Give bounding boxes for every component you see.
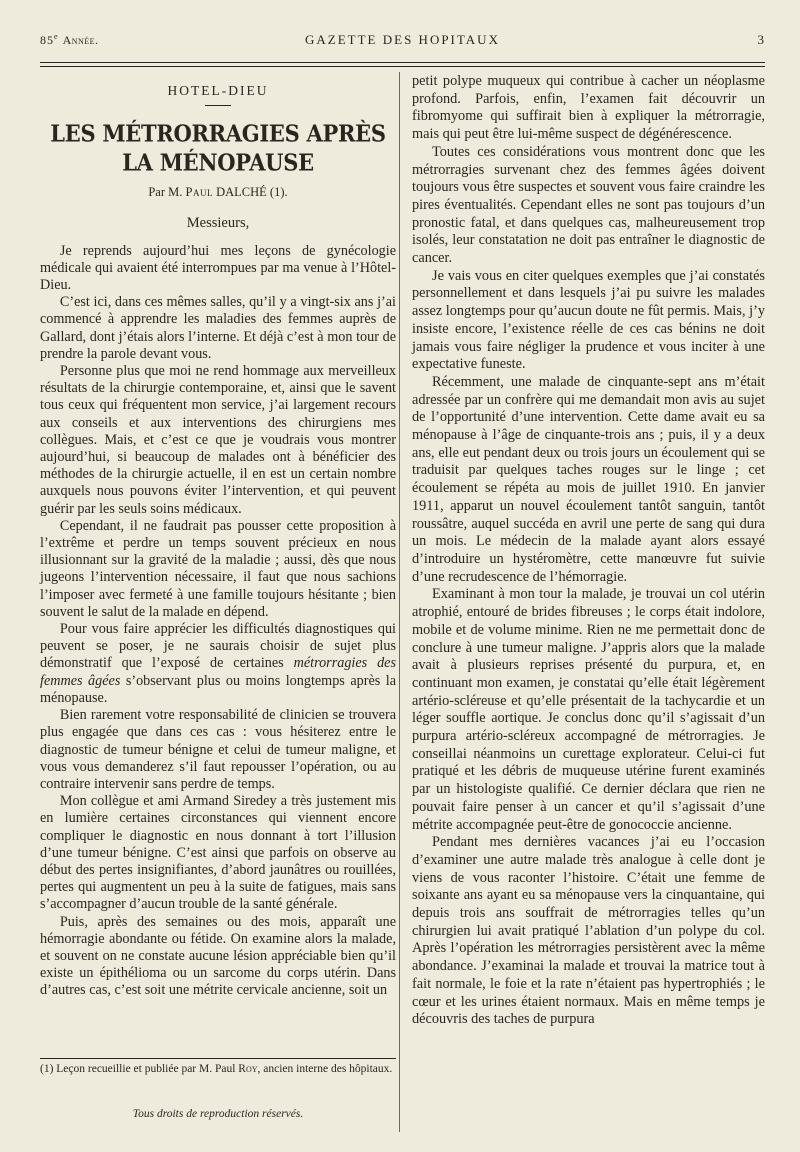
salutation: Messieurs, bbox=[186, 215, 250, 232]
journal-title: GAZETTE DES HOPITAUX bbox=[305, 32, 500, 47]
paragraph: Toutes ces considérations vous montrent donc que les métrorragies survenant chez des femmes âgées doivent toujours vous être suspectes et souvent vous faire craindre les pires éventualités. Cependant elles ne sont pas toujours d’un pronostic fatal, et dans quelques cas, malheureusement trop isolés, leur constatation ne doit pas entraîner le diagnostic de cancer. bbox=[412, 143, 765, 267]
footnote-rule bbox=[40, 1058, 396, 1059]
byline: Par M. Paul DALCHÉ (1). bbox=[148, 185, 288, 200]
paragraph: Mon collègue et ami Armand Siredey a très justement mis en lumière certaines circonstances qui viennent encore compliquer le diagnostic en nous donnant à tort l’illusion d’une tumeur bénigne. C’est ainsi que parfois on observe au début des pertes insignifiantes, d’abord jaunâtres ou rouillées, pertes qui augmentent un peu à la suite de fatigues, mais sans s’accompagner d’aucun trouble de la santé générale. bbox=[40, 793, 396, 913]
header-rule bbox=[40, 62, 765, 63]
paragraph: C’est ici, dans ces mêmes salles, qu’il y a vingt-six ans j’ai commencé à apprendre les maladies des femmes auprès de Gallard, dont j’étais alors l’interne. Et déjà c’est à mon tour de prendre la parole devant vous. bbox=[40, 294, 396, 362]
paragraph: Cependant, il ne faudrait pas pousser cette proposition à l’extrême et perdre un temps souvent précieux en nous illusionnant sur la gravité de la maladie ; aussi, dès que nous jugeons l’intervention nécessaire, il faut que nous sachions l’imposer avec fermeté à une famille toujours hésitante ; bien souvent le salut de la malade en dépend. bbox=[40, 517, 396, 620]
paragraph: Je reprends aujourd’hui mes leçons de gynécologie médicale qui avaient été interrompues par ma venue à l’Hôtel-Dieu. bbox=[40, 242, 396, 294]
paragraph: Personne plus que moi ne rend hommage aux merveilleux résultats de la chirurgie contemporaine, et, ainsi que le savent tous ceux qui fréquentent mon service, j’ai largement recours aux conseils et aux interventions des chirurgiens mes collègues. Mais, et c’est ce que je voudrais vous montrer aujourd’hui, si beaucoup de malades ont à bénéficier des méthodes de la chirurgie actuelle, il en est un certain nombre auxquels nous pouvons éviter l’intervention, et qui peuvent guérir par les seuls soins médicaux. bbox=[40, 363, 396, 517]
paragraph: Pour vous faire apprécier les difficultés diagnostiques qui peuvent se poser, je ne saurais choisir de sujet plus démonstratif que l’exposé de certaines métrorragies des femmes âgées s’observant plus ou moins longtemps après la ménopause. bbox=[40, 621, 396, 706]
paragraph: Bien rarement votre responsabilité de clinicien se trouvera plus engagée que dans ces cas : vous hésiterez entre le diagnostic de tumeur bénigne et celui de tumeur maligne, et vous vous demanderez s’il faut repousser l’opération, ou au contraire intervenir sans perdre de temps. bbox=[40, 707, 396, 792]
footnote: (1) Leçon recueillie et publiée par M. Paul Roy, ancien interne des hôpitaux. bbox=[40, 1063, 393, 1075]
section-rule bbox=[205, 105, 231, 106]
paragraph: Examinant à mon tour la malade, je trouvai un col utérin atrophié, entouré de brides fibreuses ; le corps était indolore, mobile et de volume minime. Rien ne me permettait donc de conclure à une tumeur maligne. J’appris alors que la malade avait à plusieurs reprises présenté du purpura, et, en continuant mon examen, je constatai qu’elle était légèrement artério-scléreuse et qu’elle présentait de la tachycardie et un léger souffle aortique. Je conclus donc qu’il s’agissait d’un purpura artério-scléreux accompagné de métrorragies. Je conseillai néanmoins un curettage explorateur. Celui-ci fut pratiqué et les débris de muqueuse utérine furent examinés par un histologiste qualifié. Ce dernier déclara que rien ne pouvait faire penser à un cancer et qu’il s’agissait d’une métrite accompagnée peut-être de gonococcie ancienne. bbox=[412, 586, 765, 833]
paragraph: Pendant mes dernières vacances j’ai eu l’occasion d’examiner une autre malade très analogue à celle dont je viens de vous raconter l’histoire. C’était une femme de soixante ans ayant eu sa ménopause vers la cinquantaine, qui depuis trois ans souffrait de métrorragies telles qu’un chirurgien lui avait pratiqué l’ablation d’un polype du col. Après l’opération les métrorragies persistèrent avec la même abondance. J’examinai la malade et trouvai la matrice tout à fait normale, le foie et la rate n’étaient pas hypertrophiés ; le cœur et les urines étaient normaux. Mais en même temps je découvris des taches de purpura bbox=[412, 834, 765, 1028]
page-number: 3 bbox=[757, 32, 765, 47]
article-title: LES MÉTRORRAGIES APRÈS LA MÉNOPAUSE bbox=[50, 119, 386, 177]
left-column bbox=[40, 74, 396, 1000]
left-body bbox=[40, 243, 396, 1000]
rights-notice: Tous droits de reproduction réservés. bbox=[132, 1108, 304, 1120]
paragraph: Puis, après des semaines ou des mois, apparaît une hémorragie abondante ou fétide. On examine alors la malade, et souvent on ne constate aucune lésion appréciable bien qu’il existe un épithélioma ou un sarcome du corps utérin. Dans d’autres cas, c’est soit une métrite cervicale ancienne, soit un bbox=[40, 913, 396, 999]
running-head bbox=[40, 32, 765, 52]
column-divider bbox=[399, 72, 400, 1132]
italic-phrase: métrorragies des femmes âgées bbox=[40, 655, 396, 689]
section-label: HOTEL-DIEU bbox=[167, 83, 269, 98]
paragraph: petit polype muqueux qui contribue à cacher un néoplasme profond. Parfois, enfin, l’examen fait découvrir un fibromyome qui suffirait bien à expliquer la métrorragie, mais qui peut être lui-même suspect de dégénérescence. bbox=[412, 73, 765, 143]
paragraph: Récemment, une malade de cinquante-sept ans m’était adressée par un confrère qui me demandait mon avis au sujet de l’opportunité d’une intervention. Cette dame avait eu sa ménopause à l’âge de cinquante-trois ans ; puis, il y a deux ans, elle eut pendant deux ou trois jours un écoulement qui se traduisit par quelques taches rouges sur le linge ; cet écoulement se répéta au mois de juillet 1910. En janvier 1911, apparut un nouvel écoulement tantôt sanguin, tantôt roussâtre, auquel succéda en avril une perte de sang qui dura un mois. Le médecin de la malade ayant alors essayé d’introduire un hystéromètre, cette manœuvre fut suivie d’une recrudescence de l’hémorragie. bbox=[412, 373, 765, 585]
paragraph: Je vais vous en citer quelques exemples que j’ai constatés personnellement et dans lesquels j’ai pu suivre les malades assez longtemps pour qu’aucun doute ne fût permis. Mais, j’y insiste encore, l’existence réelle de ces cas bénins ne doit jamais vous faire négliger la prudence et vous inciter à une expectative funeste. bbox=[412, 267, 765, 373]
issue-label: 85e Année. bbox=[40, 32, 99, 47]
right-column bbox=[412, 73, 765, 1029]
header-rule-thin bbox=[40, 66, 765, 67]
